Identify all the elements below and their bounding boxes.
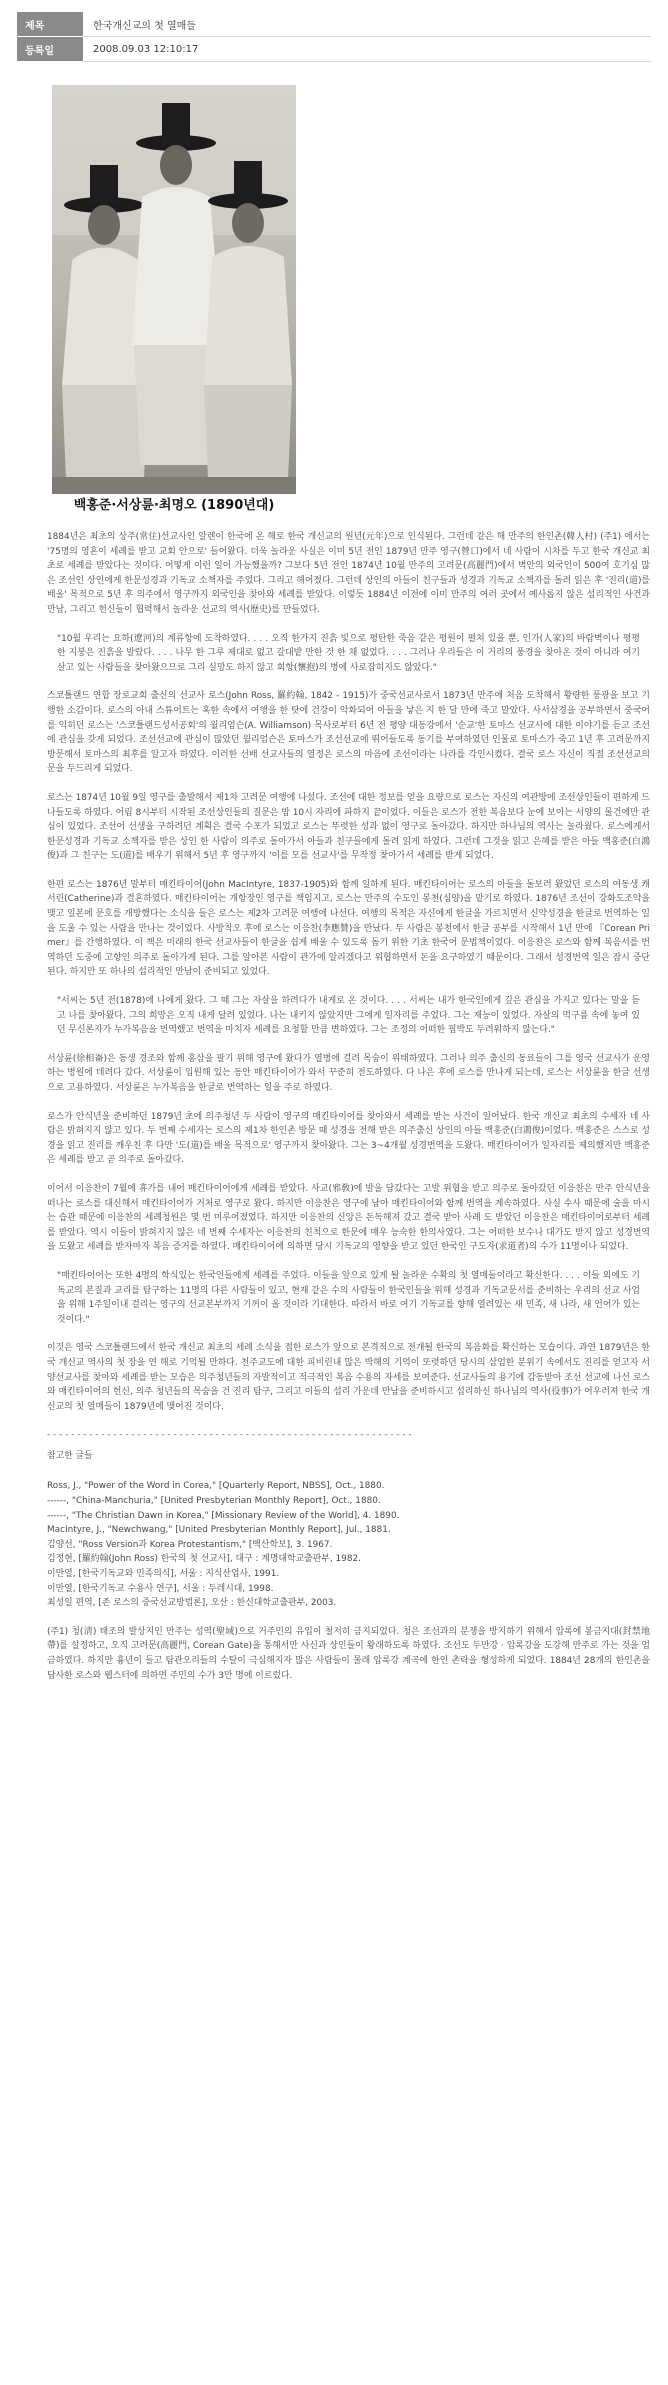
photo-caption: 백홍준·서상륜·최명오 (1890년대) — [52, 494, 296, 518]
article-paragraph: 1884년은 최초의 상주(常住)선교사인 알렌이 한국에 온 해로 한국 개신교의 원년(元年)으로 인식된다. 그런데 같은 해 만주의 한인촌(韓人村) (주1) 에서는 '75명의 영혼이 세례를 받고 교회 안으로' 들어왔다. 더욱 놀라운 사실은 이미 5년 전인 1879년 만주 영구(營口)에서 네 사람이 시차를 두고 한국 개신교 최초로 세례를 받았다는 것이다. 어떻게 이런 일이 가능했을까? 그보다 5년 전인 1874년 10월 만주의 고려문(高麗門)에서 벽안의 외국인이 500여 호기심 많은 조선인 상인에게 한문성경과 기독교 소책자를 주었다. 그리고 헤어졌다. 그런데 상인의 아들이 친구들과 성경과 기독교 소책자를 돌려 읽은 후 '진리(道)를 배울' 목적으로 5년 후 의주에서 영구까지 외국인을 찾아와 세례를 받았다. 이렇듯 1884년 이전에 이미 만주의 여러 곳에서 예사롭지 않은 섭리적인 사건과 만남, 그리고 헌신들이 협력해서 놀라운 선교의 역사(歷史)를 만들었다. — [47, 532, 650, 615]
article-quote: "10월 우리는 요하(遼河)의 계류항에 도착하였다. . . . 오직 한가지 진흙 빛으로 평탄한 죽음 같은 평원이 펼쳐 있을 뿐, 인가(人家)의 바람벽이나 평평한 지붕은 진흙을 발랐다. . . . 나무 한 그루 제대로 없고 갈대밭 만한 것 한 채 없었다. . . . 그러나 우리들은 이 거리의 풍경을 찾아온 것이 아니라 여기 살고 있는 사람들을 찾아왔으므로 그리 실망도 하지 않고 회항(懷抱)의 병에 사로잡히지도 않았다." — [57, 633, 640, 673]
article-paragraph: 스코틀랜드 연합 장로교회 출신의 선교사 로스(John Ross, 羅約翰, 1842 - 1915)가 중국선교사로서 1873년 만주에 처음 도착해서 황량한 풍광을 보고 기행한 소감이다. 로스의 아내 스튜어트는 혹한 속에서 여행을 한 탓에 건강이 악화되어 아들을 낳은 지 한 달 만에 죽고 말았다. 사서삼경을 공부하면서 중국어를 익히던 로스는 '스코틀랜드성서공회'의 윌리엄슨(A. Williamson) 목사로부터 6년 전 평양 대동강에서 '순교'한 토마스 선교사에 대한 이야기를 듣고 조선에 관심을 갖게 되었다. 조선선교에 관심이 많았던 윌리엄슨은 토마스가 조선선교에 뛰어들도록 동기를 부여하였던 인물로 토마스가 죽고 1년 후 고려문까지 방문해서 토마스의 최후를 알고자 하였다. 이러한 선배 선교사들의 열정은 로스의 마음에 조선이라는 나라를 각인시켰다. 결국 로스 자신이 직접 조선선교의 문을 두드리게 되었다. — [47, 691, 650, 775]
references-title: 참고한 글들 — [47, 1450, 93, 1461]
article-paragraph: 이것은 영국 스코틀랜드에서 한국 개신교 최초의 세례 소식을 접한 로스가 앞으로 본격적으로 전개될 한국의 복음화를 확신하는 모습이다. 과연 1879년은 한국 개신교 역사의 첫 장을 연 해로 기억될 만하다. 천주교도에 대한 피비린내 많은 박해의 기억이 또렷하던 당시의 삼엄한 분위기 속에서도 진리를 얻고자 서양선교사를 찾아와 세례를 받는 모습은 의주청년들의 자발적이고 적극적인 복음 수용의 자세를 보여준다. 선교사들의 용기에 감동받아 조선 선교에 나선 로스와 매킨타이어의 헌신, 의주 청년들의 목숨을 건 진리 탐구, 그리고 이들의 섭리 가운데 만남을 준비하시고 섭리하신 하나님의 역사(役事)가 어우러져 한국 개신교의 첫 열매들이 1879년에 맺어진 것이다. — [47, 1343, 650, 1412]
reference-item: Ross, J., "Power of the Word in Corea," [Quarterly Report, NBSS], Oct., 1880. — [47, 1481, 385, 1492]
section-separator: - - - - - - - - - - - - - - - - - - - - - - - - - - - - - - - - - - - - - - - - - - - - - - - - - - - - - - - - - - - - - — [47, 1430, 412, 1441]
article-paragraph: 한편 로스는 1876년 말부터 매킨타이어(John MacIntyre, 1837-1905)와 함께 일하게 된다. 매킨타이어는 로스의 아들을 돌보러 왔었던 로스의 여동생 캐서린(Catherine)과 결혼하였다. 매킨타이어는 개항장인 영구를 책임지고, 로스는 만주의 수도인 봉천(심양)을 맡기로 하였다. 1876년 조선이 강화도조약을 맺고 일본에 문호를 개방했다는 소식을 들은 로스는 제2차 고려문 여행에 나선다. 여행의 목적은 자신에게 한글을 가르치면서 신약성경을 한글로 번역하는 일을 도울 수 있는 사람을 만나는 것이었다. 사방착오 후에 로스는 이응찬(李應贊)을 만났다. 두 사람은 봉천에서 한글 공부를 시작해서 1년 만에 『Corean Primer』를 간행하였다. 이 책은 미래의 한국 선교사들이 한글을 쉽게 배울 수 있도록 돕기 위한 기초 한국어 문법책이었다. 이응찬은 로스와 함께 복음서를 번역하던 도중에 고향인 의주로 돌아가게 된다. 그를 알아본 사람이 관가에 알리겠다고 위협하면서 돈을 요구하였기 때문이다. 그래서 성경번역 일은 잠시 중단된다. 하지만 또 하나의 섭리적인 만남이 준비되고 있었다. — [47, 879, 650, 978]
post-title: 한국개신교의 첫 열매들 — [83, 12, 651, 37]
reference-item: 최성일 편역, [존 로스의 중국선교방법론], 오산 : 한신대학교출판부, 2003. — [47, 1598, 337, 1609]
post-meta-table — [17, 12, 651, 62]
title-label: 제목 — [17, 12, 83, 37]
reference-item: MacIntyre, J., "Newchwang," [United Presbyterian Monthly Report], Jul., 1881. — [47, 1525, 391, 1536]
article-paragraph: 로스가 안식년을 준비하던 1879년 초에 의주청년 두 사람이 영구의 매킨타이어를 찾아와서 세례를 받는 사건이 일어났다. 한국 개신교 최초의 수세자 네 사람은 밝혀지지 않고 있다. 두 번째 수세자는 로스의 제1차 한인촌 방문 때 성경을 전해 받은 의주출신 상인의 아들 백홍준(白鴻俊)이었다. 백홍준은 스스로 성경을 읽고 진리를 깨우친 후 다만 '도(道)를 배울 목적으로' 영구까지 찾아왔다. 그는 3~4개월 성경번역을 도왔다. 매킨타이어가 일자리를 제의했지만 백홍준은 세례를 받고 곧 의주로 돌아갔다. — [47, 1111, 650, 1166]
article-paragraph: 이어서 이응찬이 7월에 휴가를 내어 매킨타이어에게 세례를 받았다. 사교(邪敎)에 발을 담갔다는 고발 위협을 받고 의주로 돌아갔던 이응찬은 만주 안식년을 떠나는 로스를 대신해서 매킨타이어가 거처로 영구로 왔다. 하지만 이응찬은 영구에 남아 매킨타이어와 함께 번역을 계속하였다. 사실 수사 때문에 술을 마시는 습관 때문에 이응찬의 세례청원은 몇 번 미루어졌었다. 하지만 이응찬의 신앙은 돈독해져 갔고 결국 받아 사례 도 받았던 이응찬은 매킨타이어로부터 세례를 받았다. 역시 이들이 밝혀지지 않은 네 번째 수세자는 이응찬의 친척으로 한문에 매우 능숙한 한의사였다. 그는 어떠한 보수나 대가도 받지 않고 성경번역을 도왔고 세례를 받자마자 복음 증거를 하였다. 매킨타이어에 의하면 당시 기독교의 영향을 받고 있던 한국인 구도자(求道者)의 수가 11명이나 되었다. — [47, 1183, 650, 1253]
footnote: (주1) 청(淸) 태조의 발상지인 만주는 성역(聖域)으로 거주민의 유입이 철저히 금지되었다. 청은 조선과의 분쟁을 방지하기 위해서 압록에 봉금지대(封禁地帶)를 설정하고, 오직 고려문(高麗門, Corean Gate)을 통해서만 사신과 상인들이 왕래하도록 하였다. 조선도 두만강 · 압록강을 도강해 만주로 가는 것을 엄금하였다. 하지만 흉년이 들고 탐관오리들의 수탈이 극심해지자 많은 사람들이 몰래 압록강 계곡에 한인 촌락을 형성하게 되었다. 1884년 28개의 한인촌을 답사한 로스와 웹스터에 의하면 주민의 수가 3만 명에 이르렀다. — [47, 1626, 650, 1681]
reference-item: ------, "The Christian Dawn in Korea," [Missionary Review of the World], 4. 1890. — [47, 1510, 400, 1521]
references-list — [47, 1479, 650, 1610]
reference-item: 이만열, [한국기독교 수용사 연구], 서울 : 두레시대, 1998. — [47, 1583, 274, 1594]
three-men-portrait-image — [52, 85, 296, 495]
reference-item: 김정현, [羅約翰(John Ross) 한국의 첫 선교사], 대구 : 계명대학교출판부, 1982. — [47, 1554, 361, 1565]
article-body — [47, 530, 650, 1697]
post-date: 2008.09.03 12:10:17 — [83, 37, 651, 62]
article-quote: "서씨는 5년 전(1878)에 나에게 왔다. 그 때 그는 자살을 하려다가 내게로 온 것이다. . . . 서씨는 내가 한국인에게 깊은 관심을 가지고 있다는 말을 듣고 나를 찾아왔다. 그의 희망은 오직 내게 달려 있었다. 나는 내키지 않았지만 그에게 일자리를 주었다. 그는 재능이 있었다. 자살의 먹구름 속에 놓여 있던 무신론자가 누가복음을 번역했고 번역을 마치자 세례를 요청할 만큼 변하였다. 그는 조정의 어떠한 핍박도 두려워하지 않는다." — [57, 996, 640, 1036]
reference-item: 이만열, [한국기독교와 민족의식], 서울 : 지식산업사, 1991. — [47, 1569, 280, 1580]
article-paragraph: 서상륜(徐相崙)은 동생 경조와 함께 홍삼을 팔기 위해 영구에 왔다가 열병에 걸려 목숨이 위태하였다. 그러나 의주 출신의 동료들이 그를 영국 선교사가 운영하는 병원에 데려다 갔다. 서상륜이 입원해 있는 동안 매킨타이어가 와서 꾸준히 전도하였다. 다 나은 후에 로스를 만나게 되는데, 로스는 서상륜을 한글 선생으로 고용하였다. 서상륜은 누가복음을 한글로 번역하는 일을 주로 하였다. — [47, 1053, 650, 1093]
date-label: 등록일 — [17, 37, 83, 62]
reference-item: ------, "China-Manchuria," [United Presbyterian Monthly Report], Oct., 1880. — [47, 1496, 381, 1507]
article-quote: "매킨타이어는 또한 4명의 학식있는 한국인들에게 세례를 주었다. 이들을 앞으로 있게 될 놀라운 수확의 첫 열매들이라고 확신한다. . . . 이들 외에도 기독교의 본질과 교리를 탐구하는 11명의 다른 사람들이 있고, 현재 같은 수의 사람들이 한국인들을 위해 성경과 기독교문서를 준비하는 우리의 선교 사업을 위해 1주일이내 걸리는 영구의 선교본부까지 기꺼이 올 것이라 기대한다. 따라서 바로 여기 기독교를 향해 열려있는 새 민족, 새 나라, 새 언어가 있는 것이다." — [57, 1270, 640, 1325]
historical-photo — [52, 85, 296, 495]
article-paragraph: 로스는 1874년 10월 9일 영구를 출발해서 제1차 고려문 여행에 나섰다. 조선에 대한 정보를 얻을 요량으로 로스는 자신의 여관방에 조선상인들이 편하게 드나들도록 하였다. 어림 8시부터 시작된 조선상인들의 질문은 밤 10시 자리에 파하지 끝이었다. 이들은 로스가 전한 복음보다 눈에 보이는 서양의 물건에만 관심이 있었다. 조선어 선생을 구하려던 계획은 결국 수포가 되었고 로스는 뚜렷한 성과 없이 영구로 돌아갔다. 하지만 하나님의 역사는 놀라웠다. 로스에게서 한문성경과 기독교 소책자를 받은 상인 한 사람이 의주로 돌아가서 아들과 친구들에게 돌려 읽게 하였다. 그런데 그것을 읽고 은혜를 받은 아들 백홍준(白鴻俊)과 그 친구는 도(道)를 배우기 위해서 5년 후 영구까지 '이를 모를 선교사'를 무작정 찾아가서 세례를 받게 되었다. — [47, 792, 650, 862]
reference-item: 김양선, "Ross Version과 Korea Protestantism," [백산학보], 3. 1967. — [47, 1539, 333, 1550]
